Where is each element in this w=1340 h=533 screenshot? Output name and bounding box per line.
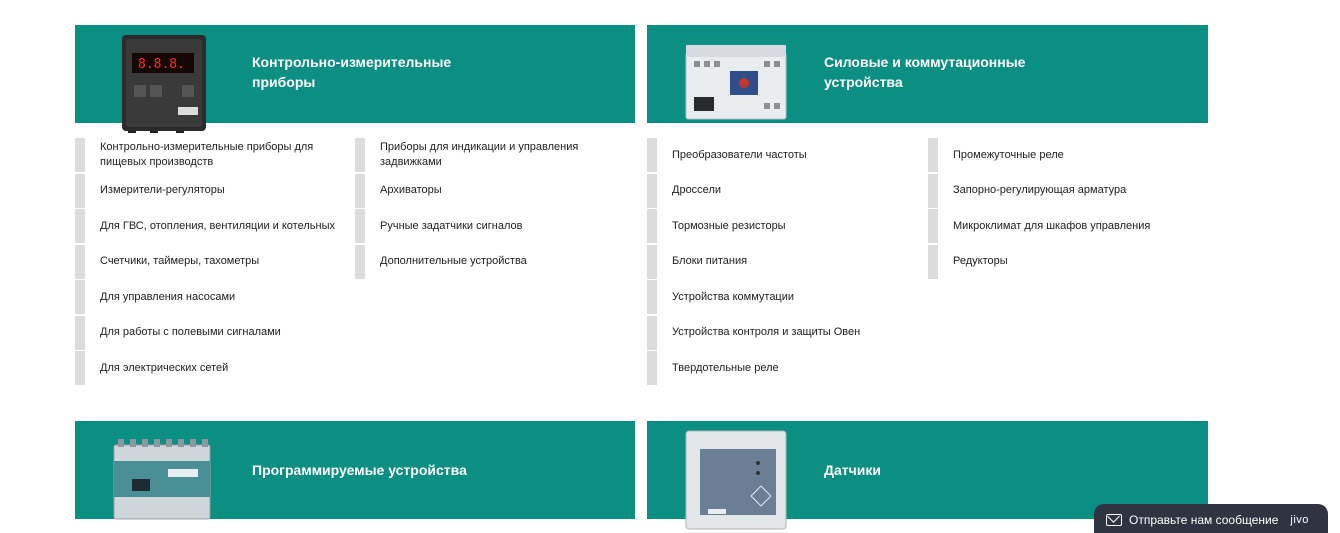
list-item[interactable]: Тормозные резисторы [647, 209, 917, 243]
list-item[interactable]: Устройства контроля и защиты Овен [647, 316, 917, 350]
list-item[interactable]: Дроссели [647, 174, 917, 208]
power-device-image [684, 43, 788, 123]
list-item[interactable]: Архиваторы [355, 174, 625, 208]
controller-device-image [120, 33, 208, 133]
list-item[interactable]: Измерители-регуляторы [75, 174, 345, 208]
chat-widget-button[interactable] [1094, 504, 1328, 533]
list-item[interactable]: Промежуточные реле [928, 138, 1198, 172]
list-item[interactable]: Приборы для индикации и управления задвижками [355, 138, 625, 172]
svg-text:8.8.8.: 8.8.8. [138, 57, 185, 72]
chat-brand: jivo [1290, 514, 1309, 526]
subcategory-list-power-col2 [928, 138, 1198, 280]
mail-icon [1106, 514, 1122, 526]
list-item[interactable]: Для ГВС, отопления, вентиляции и котельных [75, 209, 345, 243]
category-title: Датчики [824, 462, 881, 478]
list-item[interactable]: Для работы с полевыми сигналами [75, 316, 345, 350]
list-item[interactable]: Блоки питания [647, 245, 917, 279]
list-item[interactable]: Устройства коммутации [647, 280, 917, 314]
list-item[interactable]: Редукторы [928, 245, 1198, 279]
subcategory-list-power-col1 [647, 138, 917, 387]
subcategory-list-instruments-col1 [75, 138, 345, 387]
sensor-device-image [684, 429, 788, 531]
list-item[interactable]: Дополнительные устройства [355, 245, 625, 279]
list-item[interactable]: Преобразователи частоты [647, 138, 917, 172]
category-title: Силовые и коммутационные устройства [824, 54, 1026, 90]
chat-label: Отправьте нам сообщение [1129, 513, 1279, 527]
list-item[interactable]: Для управления насосами [75, 280, 345, 314]
subcategory-list-instruments-col2 [355, 138, 625, 280]
list-item[interactable]: Ручные задатчики сигналов [355, 209, 625, 243]
list-item[interactable]: Запорно-регулирующая арматура [928, 174, 1198, 208]
category-header-instruments[interactable] [75, 25, 635, 123]
list-item[interactable]: Контрольно-измерительные приборы для пищевых производств [75, 138, 345, 172]
list-item[interactable]: Счетчики, таймеры, тахометры [75, 245, 345, 279]
category-header-power[interactable] [647, 25, 1208, 123]
category-header-programmable[interactable] [75, 421, 635, 519]
list-item[interactable]: Твердотельные реле [647, 351, 917, 385]
plc-device-image [112, 439, 212, 521]
category-title: Контрольно-измерительные приборы [252, 54, 452, 90]
category-title: Программируемые устройства [252, 462, 467, 478]
list-item[interactable]: Для электрических сетей [75, 351, 345, 385]
list-item[interactable]: Микроклимат для шкафов управления [928, 209, 1198, 243]
